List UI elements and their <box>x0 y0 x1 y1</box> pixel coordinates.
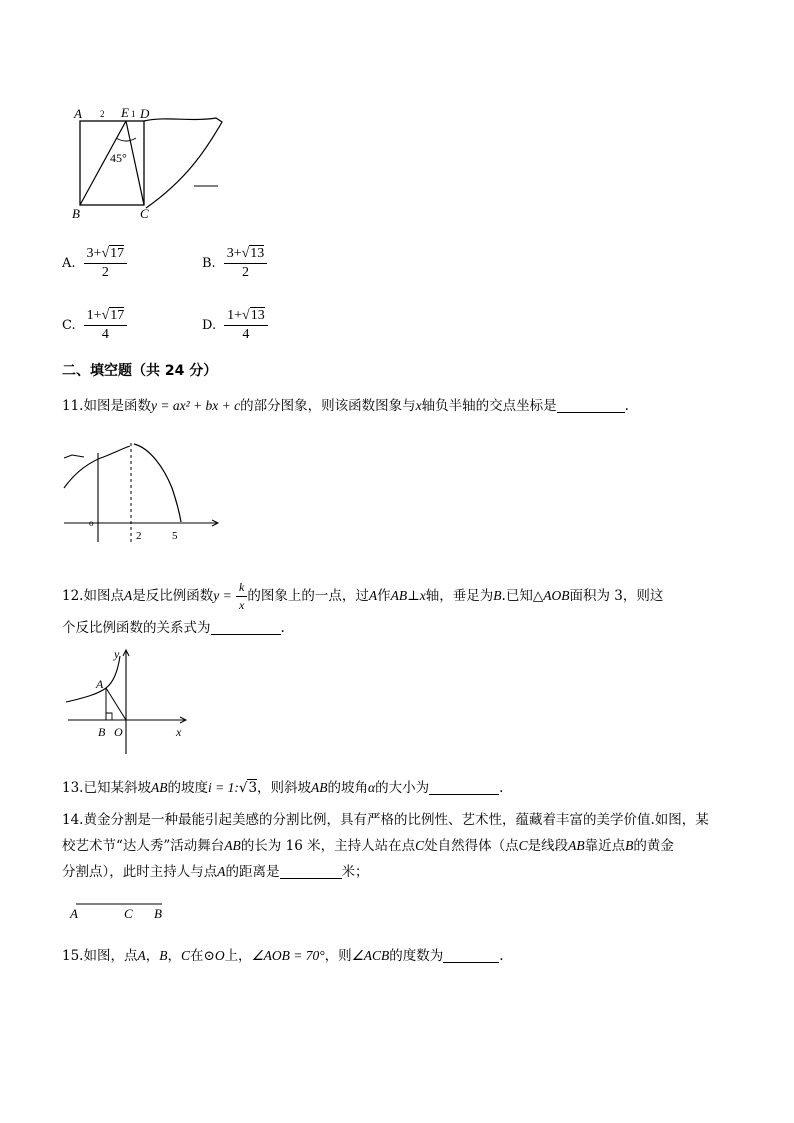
option-a-den: 2 <box>101 265 109 280</box>
q15-part5: 的度数为 <box>389 948 444 964</box>
q13-alpha: α <box>368 780 376 795</box>
option-d[interactable] <box>202 308 268 343</box>
q14-line2-a: 校艺术节“达人秀”活动舞台 <box>62 838 225 854</box>
q15-prefix: 15.如图，点 <box>62 948 138 964</box>
parabola-left <box>64 446 130 488</box>
q14-answer-blank[interactable] <box>280 864 342 879</box>
q15-c: C <box>180 948 190 963</box>
q12-figure <box>64 644 194 756</box>
q14-a: A <box>217 864 226 879</box>
q13-text: 13.已知某斜坡AB的坡度i = 1:√3，则斜坡AB的坡角α的大小为 . <box>62 780 504 796</box>
segment-ao-12 <box>106 688 126 720</box>
label-a-14: A <box>70 906 78 921</box>
q14-line3-b: 的距离是 <box>225 864 280 880</box>
q11-answer-blank[interactable] <box>557 398 625 413</box>
q15-sep-1: ， <box>145 948 160 964</box>
torn-mark <box>64 455 84 458</box>
q12-prefix: 12.如图点 <box>62 588 124 604</box>
origin-label: o <box>89 518 94 528</box>
q12-aob: AOB <box>543 588 570 603</box>
q14-line2-f: 的黄金 <box>633 838 674 854</box>
q14-ab: AB <box>224 838 241 853</box>
q13-part4: 的坡角 <box>327 780 369 796</box>
q14-ab-2: AB <box>568 838 585 853</box>
q15-part4: ，则 <box>324 948 352 964</box>
option-d-fraction: $\frac{1+√13}{4}$ <box>224 308 268 343</box>
q14-line3-a: 分割点），此时主持人与点 <box>62 864 218 880</box>
q13-ratio: i = 1: <box>207 780 239 795</box>
q14-line2-b: 的长为 16 米，主持人站在点 <box>240 838 416 854</box>
option-a-label: A. <box>62 256 76 271</box>
q12-perp: ⊥ <box>407 588 420 604</box>
label-mark-1: 1 <box>131 109 136 119</box>
label-a-12: A <box>96 677 104 691</box>
option-b-den: 2 <box>241 265 249 280</box>
q14-text-line1: 14.黄金分割是一种最能引起美感的分割比例，具有严格的比例性、艺术性，蕴藏着丰富的美学价值.如图，某 <box>62 812 709 828</box>
q11-prefix: 11.如图是函数 <box>62 398 151 414</box>
q13-part2: 的坡度 <box>167 780 208 796</box>
option-c-den: 4 <box>101 327 109 342</box>
label-e: E <box>121 105 129 120</box>
q15-part3: 上， <box>224 948 252 964</box>
q14-c-2: C <box>518 838 528 853</box>
q12-part5: 轴，垂足为 <box>425 588 494 604</box>
q13-ab: AB <box>150 780 168 795</box>
q14-line2-d: 是线段 <box>527 838 569 854</box>
right-angle-mark <box>106 713 112 720</box>
q11-text <box>62 394 629 414</box>
q12-part2: 是反比例函数 <box>132 588 214 604</box>
label-angle: 45° <box>110 151 127 165</box>
option-c-radicand: 17 <box>110 308 125 323</box>
q12-fraction <box>236 580 247 613</box>
q12-part4: 作 <box>377 588 391 604</box>
q15-end: . <box>499 948 504 964</box>
q13-radicand: 3 <box>248 780 258 796</box>
q11-end: . <box>624 398 629 414</box>
segment-ce <box>126 121 144 205</box>
option-d-den: 4 <box>242 327 250 342</box>
q12-k: k <box>236 580 247 597</box>
option-b-fraction: $\frac{3+√13}{2}$ <box>224 246 268 281</box>
q10-figure <box>66 100 236 225</box>
q12-x: x <box>419 588 426 603</box>
q14-figure <box>66 896 176 922</box>
option-a-radicand: 17 <box>110 246 125 261</box>
option-c[interactable] <box>62 308 127 343</box>
label-x-12: x <box>176 725 182 739</box>
torn-edge <box>144 118 222 208</box>
label-y-12: y <box>114 647 120 661</box>
option-c-fraction: $\frac{1+√17}{4}$ <box>84 308 128 343</box>
q15-part2: 在 <box>190 948 204 964</box>
q13-prefix: 13.已知某斜坡 <box>62 780 151 796</box>
label-b-12: B <box>98 725 106 739</box>
option-c-int: 1+ <box>86 308 102 323</box>
q12-text-line1 <box>62 580 663 613</box>
label-d: D <box>140 106 150 121</box>
option-d-label: D. <box>202 318 217 333</box>
q14-line2-c: 处自然得体（点 <box>424 838 519 854</box>
q12-part6: .已知△ <box>501 588 544 604</box>
q11-suffix: 的部分图象，则该函数图象与 <box>240 398 416 414</box>
option-d-int: 1+ <box>227 308 242 323</box>
q12-x-den: x <box>239 598 245 612</box>
q14-b: B <box>625 838 634 853</box>
label-o-12: O <box>114 725 123 739</box>
q12-ab: AB <box>390 588 408 603</box>
q12-a-2: A <box>368 588 378 603</box>
q14-line2-e: 靠近点 <box>584 838 626 854</box>
option-a-int: 3+ <box>86 246 102 261</box>
section-heading: 二、填空题（共 24 分） <box>62 363 218 379</box>
q11-suffix2: 轴负半轴的交点坐标是 <box>421 398 557 414</box>
q14-text-line2 <box>62 834 674 854</box>
option-c-label: C. <box>62 318 76 333</box>
label-b-14: B <box>154 906 162 921</box>
angle-arc <box>116 138 136 141</box>
q14-text-line3 <box>62 860 369 880</box>
q12-answer-blank[interactable] <box>211 620 281 635</box>
tick-5: 5 <box>172 530 178 542</box>
option-a-fraction: $\frac{3+√17}{2}$ <box>84 246 128 281</box>
label-c-14: C <box>124 906 133 921</box>
q15-answer-blank[interactable] <box>443 948 499 963</box>
hyperbola-branch <box>66 656 120 702</box>
label-a: A <box>74 106 82 121</box>
q15-text <box>62 944 504 964</box>
label-c: C <box>140 206 149 221</box>
label-b: B <box>72 206 80 221</box>
q15-circle: ⊙ <box>203 948 215 964</box>
q12-end: . <box>280 620 285 636</box>
tick-2: 2 <box>136 530 142 542</box>
q15-sep-2: ， <box>167 948 181 964</box>
q14-c: C <box>415 838 425 853</box>
q11-figure <box>60 438 225 548</box>
q13-answer-blank[interactable] <box>429 780 499 795</box>
q12-y-eq: y = <box>213 588 232 603</box>
q12-line2: 个反比例函数的关系式为 <box>62 620 211 636</box>
parabola-right <box>134 444 181 522</box>
q15-b: B <box>159 948 168 963</box>
q13-end: . <box>499 780 504 796</box>
option-b-label: B. <box>202 256 216 271</box>
q12-part3: 的图象上的一点，过 <box>247 588 369 604</box>
option-b-radicand: 13 <box>250 246 265 261</box>
label-mark-2: 2 <box>100 109 105 119</box>
q13-part5: 的大小为 <box>375 780 430 796</box>
q12-b: B <box>493 588 502 603</box>
q14-line3-c: 米； <box>341 864 369 880</box>
q11-x: x <box>415 398 422 413</box>
option-d-radicand: 13 <box>250 308 265 323</box>
q15-angle1: ∠AOB = 70° <box>251 948 325 963</box>
q11-formula: y = ax² + bx + c <box>150 398 241 413</box>
q15-o: O <box>214 948 225 963</box>
option-b-int: 3+ <box>226 246 242 261</box>
q12-part7: 面积为 3，则这 <box>569 588 664 604</box>
q12-a: A <box>123 588 133 603</box>
option-b[interactable] <box>202 246 267 281</box>
q15-angle2: ∠ACB <box>351 948 390 963</box>
q12-text-line2 <box>62 616 285 636</box>
q13-ab-2: AB <box>311 780 328 795</box>
q13-part3: ，则斜坡 <box>257 780 312 796</box>
q15-a: A <box>137 948 146 963</box>
option-a[interactable] <box>62 246 127 281</box>
